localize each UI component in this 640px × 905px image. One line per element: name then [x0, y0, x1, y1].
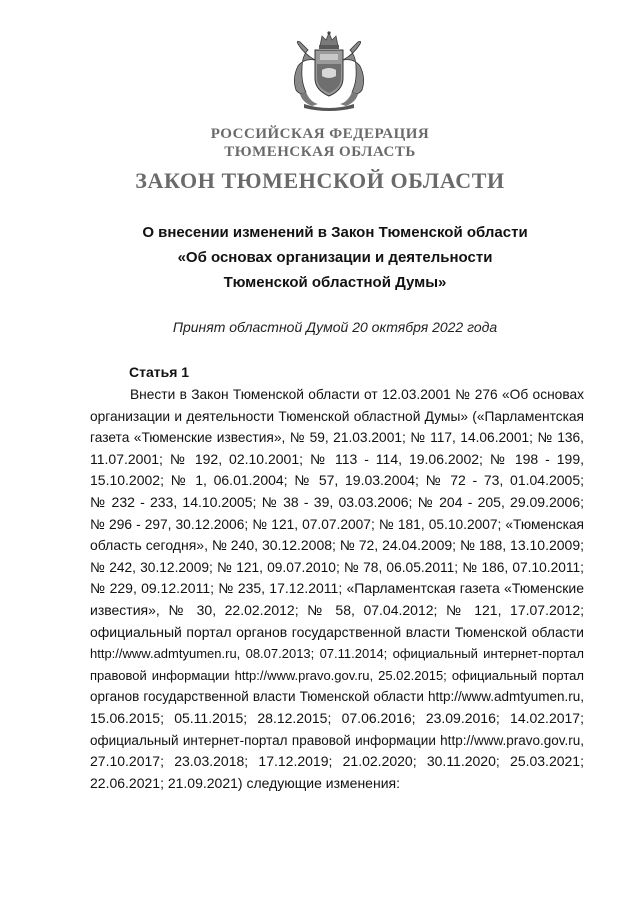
- subject-line: «Об основах организации и деятельности: [177, 249, 493, 266]
- law-subject: [100, 220, 570, 295]
- body-line: органов государственной власти Тюменской области http://www.admtyumen.ru,: [90, 689, 584, 705]
- body-line: Внести в Закон Тюменской области от 12.03.2001 № 276 «Об основах: [130, 387, 584, 402]
- article-heading: Статья 1: [129, 364, 190, 380]
- subject-line: О внесении изменений в Закон Тюменской области: [142, 224, 528, 241]
- subject-line: Тюменской областной Думы»: [223, 274, 447, 291]
- body-line: № 242, 30.12.2009; № 121, 09.07.2010; № 78, 06.05.2011; № 186, 07.10.2011;: [90, 559, 584, 575]
- body-line: 27.10.2017; 23.03.2018; 17.12.2019; 21.02.2020; 30.11.2020; 25.03.2021;: [90, 753, 584, 770]
- country-heading: РОССИЙСКАЯ ФЕДЕРАЦИЯ: [210, 126, 430, 142]
- law-title: ЗАКОН ТЮМЕНСКОЙ ОБЛАСТИ: [135, 168, 505, 193]
- body-line: № 232 - 233, 14.10.2005; № 38 - 39, 03.03.2006; № 204 - 205, 29.09.2006;: [90, 493, 584, 510]
- body-line: № 296 - 297, 30.12.2006; № 121, 07.07.2007; № 181, 05.10.2007; «Тюменская: [90, 516, 584, 532]
- tyumen-coat-of-arms-icon: [284, 30, 374, 112]
- body-line: 11.07.2001; № 192, 02.10.2001; № 113 - 114, 19.06.2002; № 198 - 199,: [90, 450, 584, 467]
- body-line: газета «Тюменские известия», № 59, 21.03.2001; № 117, 14.06.2001; № 136,: [90, 430, 584, 446]
- body-line: область сегодня», № 240, 30.12.2008; № 72, 24.04.2009; № 188, 13.10.2009;: [90, 537, 584, 554]
- body-line: http://www.admtyumen.ru, 08.07.2013; 07.11.2014; официальный интернет-портал: [90, 646, 584, 662]
- body-line: официальный интернет-портал правовой информации http://www.pravo.gov.ru,: [90, 732, 584, 748]
- body-line: 22.06.2021; 21.09.2021) следующие изменения:: [90, 774, 400, 791]
- body-line: 15.06.2015; 05.11.2015; 28.12.2015; 07.06.2016; 23.09.2016; 14.02.2017;: [90, 709, 584, 726]
- body-line: известия», № 30, 22.02.2012; № 58, 07.04.2012; № 121, 17.07.2012;: [90, 601, 584, 618]
- body-line: официальный портал органов государственной власти Тюменской области: [90, 623, 584, 640]
- body-line: № 229, 09.12.2011; № 235, 17.12.2011; «Парламентская газета «Тюменские: [90, 580, 584, 597]
- adoption-note: Принят областной Думой 20 октября 2022 года: [172, 319, 498, 335]
- body-line: 15.10.2002; № 1, 06.01.2004; № 57, 19.03.2004; № 72 - 73, 01.04.2005;: [90, 472, 584, 489]
- body-line: правовой информации http://www.pravo.gov.ru, 25.02.2015; официальный портал: [90, 667, 584, 683]
- region-heading: ТЮМЕНСКАЯ ОБЛАСТЬ: [224, 144, 416, 160]
- body-line: организации и деятельности Тюменской областной Думы» («Парламентская: [90, 408, 584, 424]
- article-body: [90, 384, 584, 794]
